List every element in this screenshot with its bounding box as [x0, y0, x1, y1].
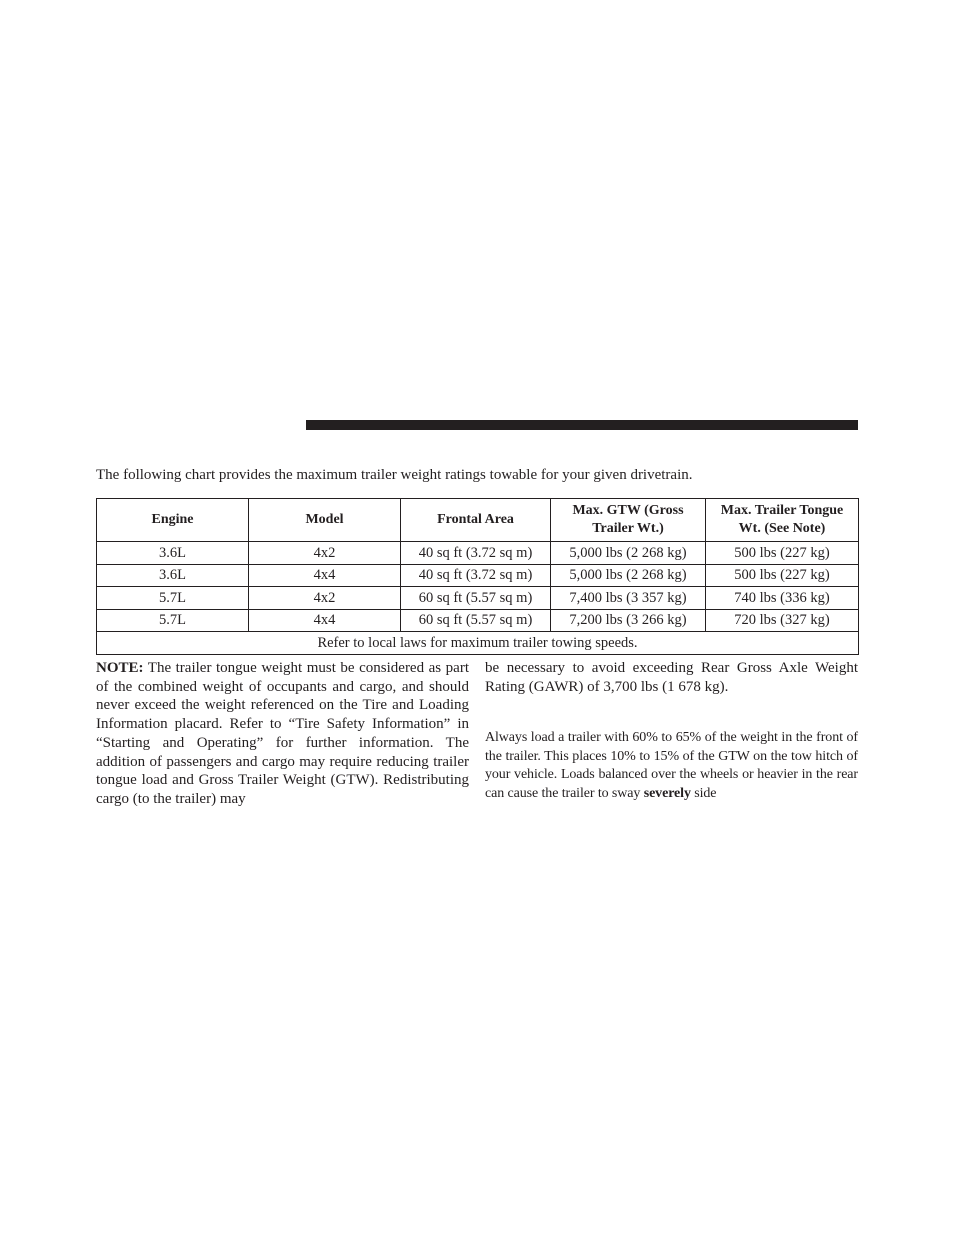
cell-model: 4x4: [249, 609, 401, 632]
cell-model: 4x2: [249, 542, 401, 565]
header-engine: Engine: [97, 499, 249, 542]
intro-paragraph: The following chart provides the maximum trailer weight ratings towable for your given drivetrain.: [96, 467, 693, 483]
cell-max-tongue-wt: 500 lbs (227 kg): [706, 564, 859, 587]
note-label: NOTE:: [96, 660, 144, 676]
cell-frontal-area: 60 sq ft (5.57 sq m): [401, 609, 551, 632]
cell-frontal-area: 40 sq ft (3.72 sq m): [401, 542, 551, 565]
cell-max-gtw: 5,000 lbs (2 268 kg): [551, 564, 706, 587]
cell-engine: 3.6L: [97, 542, 249, 565]
cell-frontal-area: 60 sq ft (5.57 sq m): [401, 587, 551, 610]
cell-frontal-area: 40 sq ft (3.72 sq m): [401, 564, 551, 587]
cell-model: 4x4: [249, 564, 401, 587]
header-frontal-area: Frontal Area: [401, 499, 551, 542]
cell-max-gtw: 7,200 lbs (3 266 kg): [551, 609, 706, 632]
header-max-gtw: Max. GTW (Gross Trailer Wt.): [551, 499, 706, 542]
cell-max-tongue-wt: 740 lbs (336 kg): [706, 587, 859, 610]
trailer-weight-table: [96, 498, 859, 655]
note-text: The trailer tongue weight must be considered as part of the combined weight of occupants and cargo, and should never exceed the weight referenced on the Tire and Loading Information placard. Refer to “Tire Safety Information” in “Starting and Operating” for further information. The addition of passengers and cargo may require reducing trailer tongue load and Gross Trailer Weight (GTW). Redistributing cargo (to the trailer) may: [96, 660, 469, 807]
cell-max-tongue-wt: 720 lbs (327 kg): [706, 609, 859, 632]
cell-engine: 5.7L: [97, 609, 249, 632]
note-continuation: be necessary to avoid exceeding Rear Gross Axle Weight Rating (GAWR) of 3,700 lbs (1 678 kg).: [485, 660, 858, 695]
section-header-bar: [306, 420, 858, 430]
note-paragraph: [96, 659, 469, 809]
table-footer-row: [97, 632, 859, 655]
cell-model: 4x2: [249, 587, 401, 610]
table-footer-note: Refer to local laws for maximum trailer towing speeds.: [97, 632, 859, 655]
table-row: [97, 542, 859, 565]
loading-text-after: side: [690, 786, 717, 802]
header-max-tongue-wt: Max. Trailer Tongue Wt. (See Note): [706, 499, 859, 542]
loading-text-before: Always load a trailer with 60% to 65% of the weight in the front of the trailer. This places 10% to 15% of the GTW on the tow hitch of your vehicle. Loads balanced over the wheels or heavier in the rear can cause the trailer to sway: [485, 730, 858, 802]
loading-emphasis: severely: [643, 786, 691, 802]
cell-max-gtw: 5,000 lbs (2 268 kg): [551, 542, 706, 565]
table-row: [97, 587, 859, 610]
table-row: [97, 609, 859, 632]
header-model: Model: [249, 499, 401, 542]
cell-engine: 3.6L: [97, 564, 249, 587]
loading-paragraph: [485, 729, 858, 804]
cell-engine: 5.7L: [97, 587, 249, 610]
cell-max-tongue-wt: 500 lbs (227 kg): [706, 542, 859, 565]
table-header-row: [97, 499, 859, 542]
cell-max-gtw: 7,400 lbs (3 357 kg): [551, 587, 706, 610]
table-row: [97, 564, 859, 587]
